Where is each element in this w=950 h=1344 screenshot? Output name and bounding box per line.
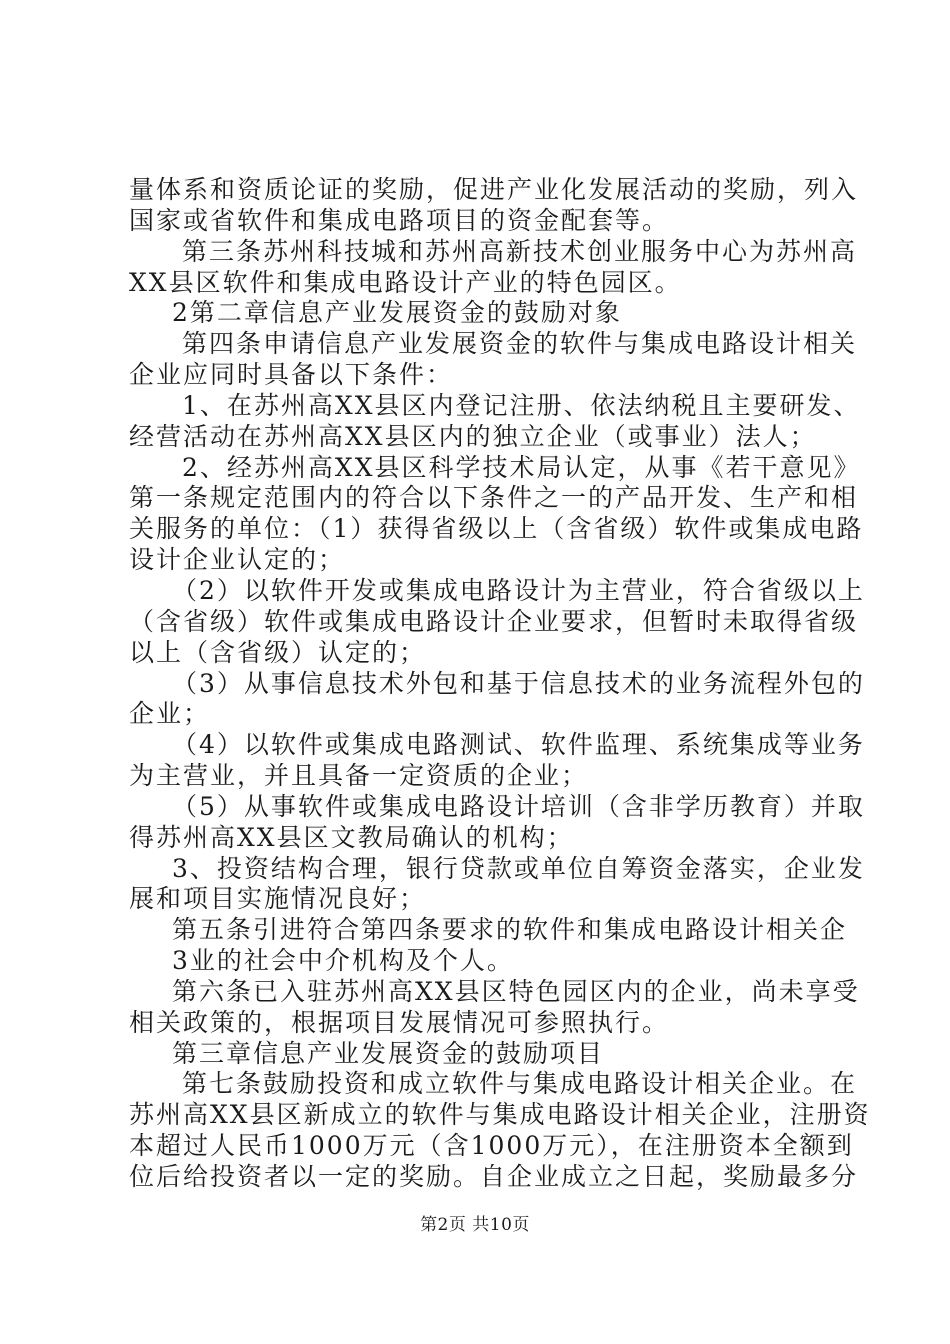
text-line: 得苏州高XX县区文教局确认的机构；: [129, 823, 574, 852]
text-line: 第一条规定范围内的符合以下条件之一的产品开发、生产和相: [129, 483, 859, 512]
text-line: XX县区软件和集成电路设计产业的特色园区。: [129, 268, 682, 297]
section-heading: 第三章信息产业发展资金的鼓励项目: [172, 1039, 605, 1068]
text-line: 第五条引进符合第四条要求的软件和集成电路设计相关企: [172, 915, 848, 944]
text-line: （3）从事信息技术外包和基于信息技术的业务流程外包的: [172, 669, 865, 698]
text-line: 经营活动在苏州高XX县区内的独立企业（或事业）法人；: [129, 422, 817, 451]
text-line: 2第二章信息产业发展资金的鼓励对象: [172, 298, 622, 327]
text-line: 相关政策的，根据项目发展情况可参照执行。: [129, 1008, 670, 1037]
text-line: 企业；: [129, 699, 211, 728]
text-line: 2、经苏州高XX县区科学技术局认定，从事《若干意见》: [182, 453, 861, 482]
text-line: （5）从事软件或集成电路设计培训（含非学历教育）并取: [172, 792, 865, 821]
text-line: 量体系和资质论证的奖励，促进产业化发展活动的奖励，列入: [129, 175, 859, 204]
text-line: 关服务的单位：（1）获得省级以上（含省级）软件或集成电路: [129, 514, 864, 543]
text-line: 本超过人民币1000万元（含1000万元），在注册资本全额到: [129, 1131, 854, 1160]
text-line: 苏州高XX县区新成立的软件与集成电路设计相关企业，注册资: [129, 1100, 871, 1129]
page-indicator: 第2页 共10页: [420, 1215, 530, 1235]
text-line: （2）以软件开发或集成电路设计为主营业，符合省级以上: [172, 576, 865, 605]
text-line: 第三条苏州科技城和苏州高新技术创业服务中心为苏州高: [182, 237, 858, 266]
text-line: 位后给投资者以一定的奖励。自企业成立之日起，奖励最多分: [129, 1162, 859, 1191]
text-line: 3业的社会中介机构及个人。: [172, 946, 514, 975]
text-line: （4）以软件或集成电路测试、软件监理、系统集成等业务: [172, 730, 865, 759]
text-line: 第七条鼓励投资和成立软件与集成电路设计相关企业。在: [182, 1069, 858, 1098]
text-line: 展和项目实施情况良好；: [129, 884, 427, 913]
text-line: 国家或省软件和集成电路项目的资金配套等。: [129, 206, 670, 235]
text-line: 1、在苏州高XX县区内登记注册、依法纳税且主要研发、: [182, 391, 861, 420]
text-line: 设计企业认定的；: [129, 545, 346, 574]
text-line: 以上（含省级）认定的；: [129, 638, 427, 667]
text-line: 3、投资结构合理，银行贷款或单位自筹资金落实，企业发: [172, 854, 865, 883]
text-line: （含省级）软件或集成电路设计企业要求，但暂时未取得省级: [129, 607, 859, 636]
text-line: 企业应同时具备以下条件：: [129, 360, 454, 389]
text-line: 第四条申请信息产业发展资金的软件与集成电路设计相关: [182, 329, 858, 358]
text-line: 为主营业，并且具备一定资质的企业；: [129, 761, 589, 790]
text-line: 第六条已入驻苏州高XX县区特色园区内的企业，尚未享受: [172, 977, 860, 1006]
